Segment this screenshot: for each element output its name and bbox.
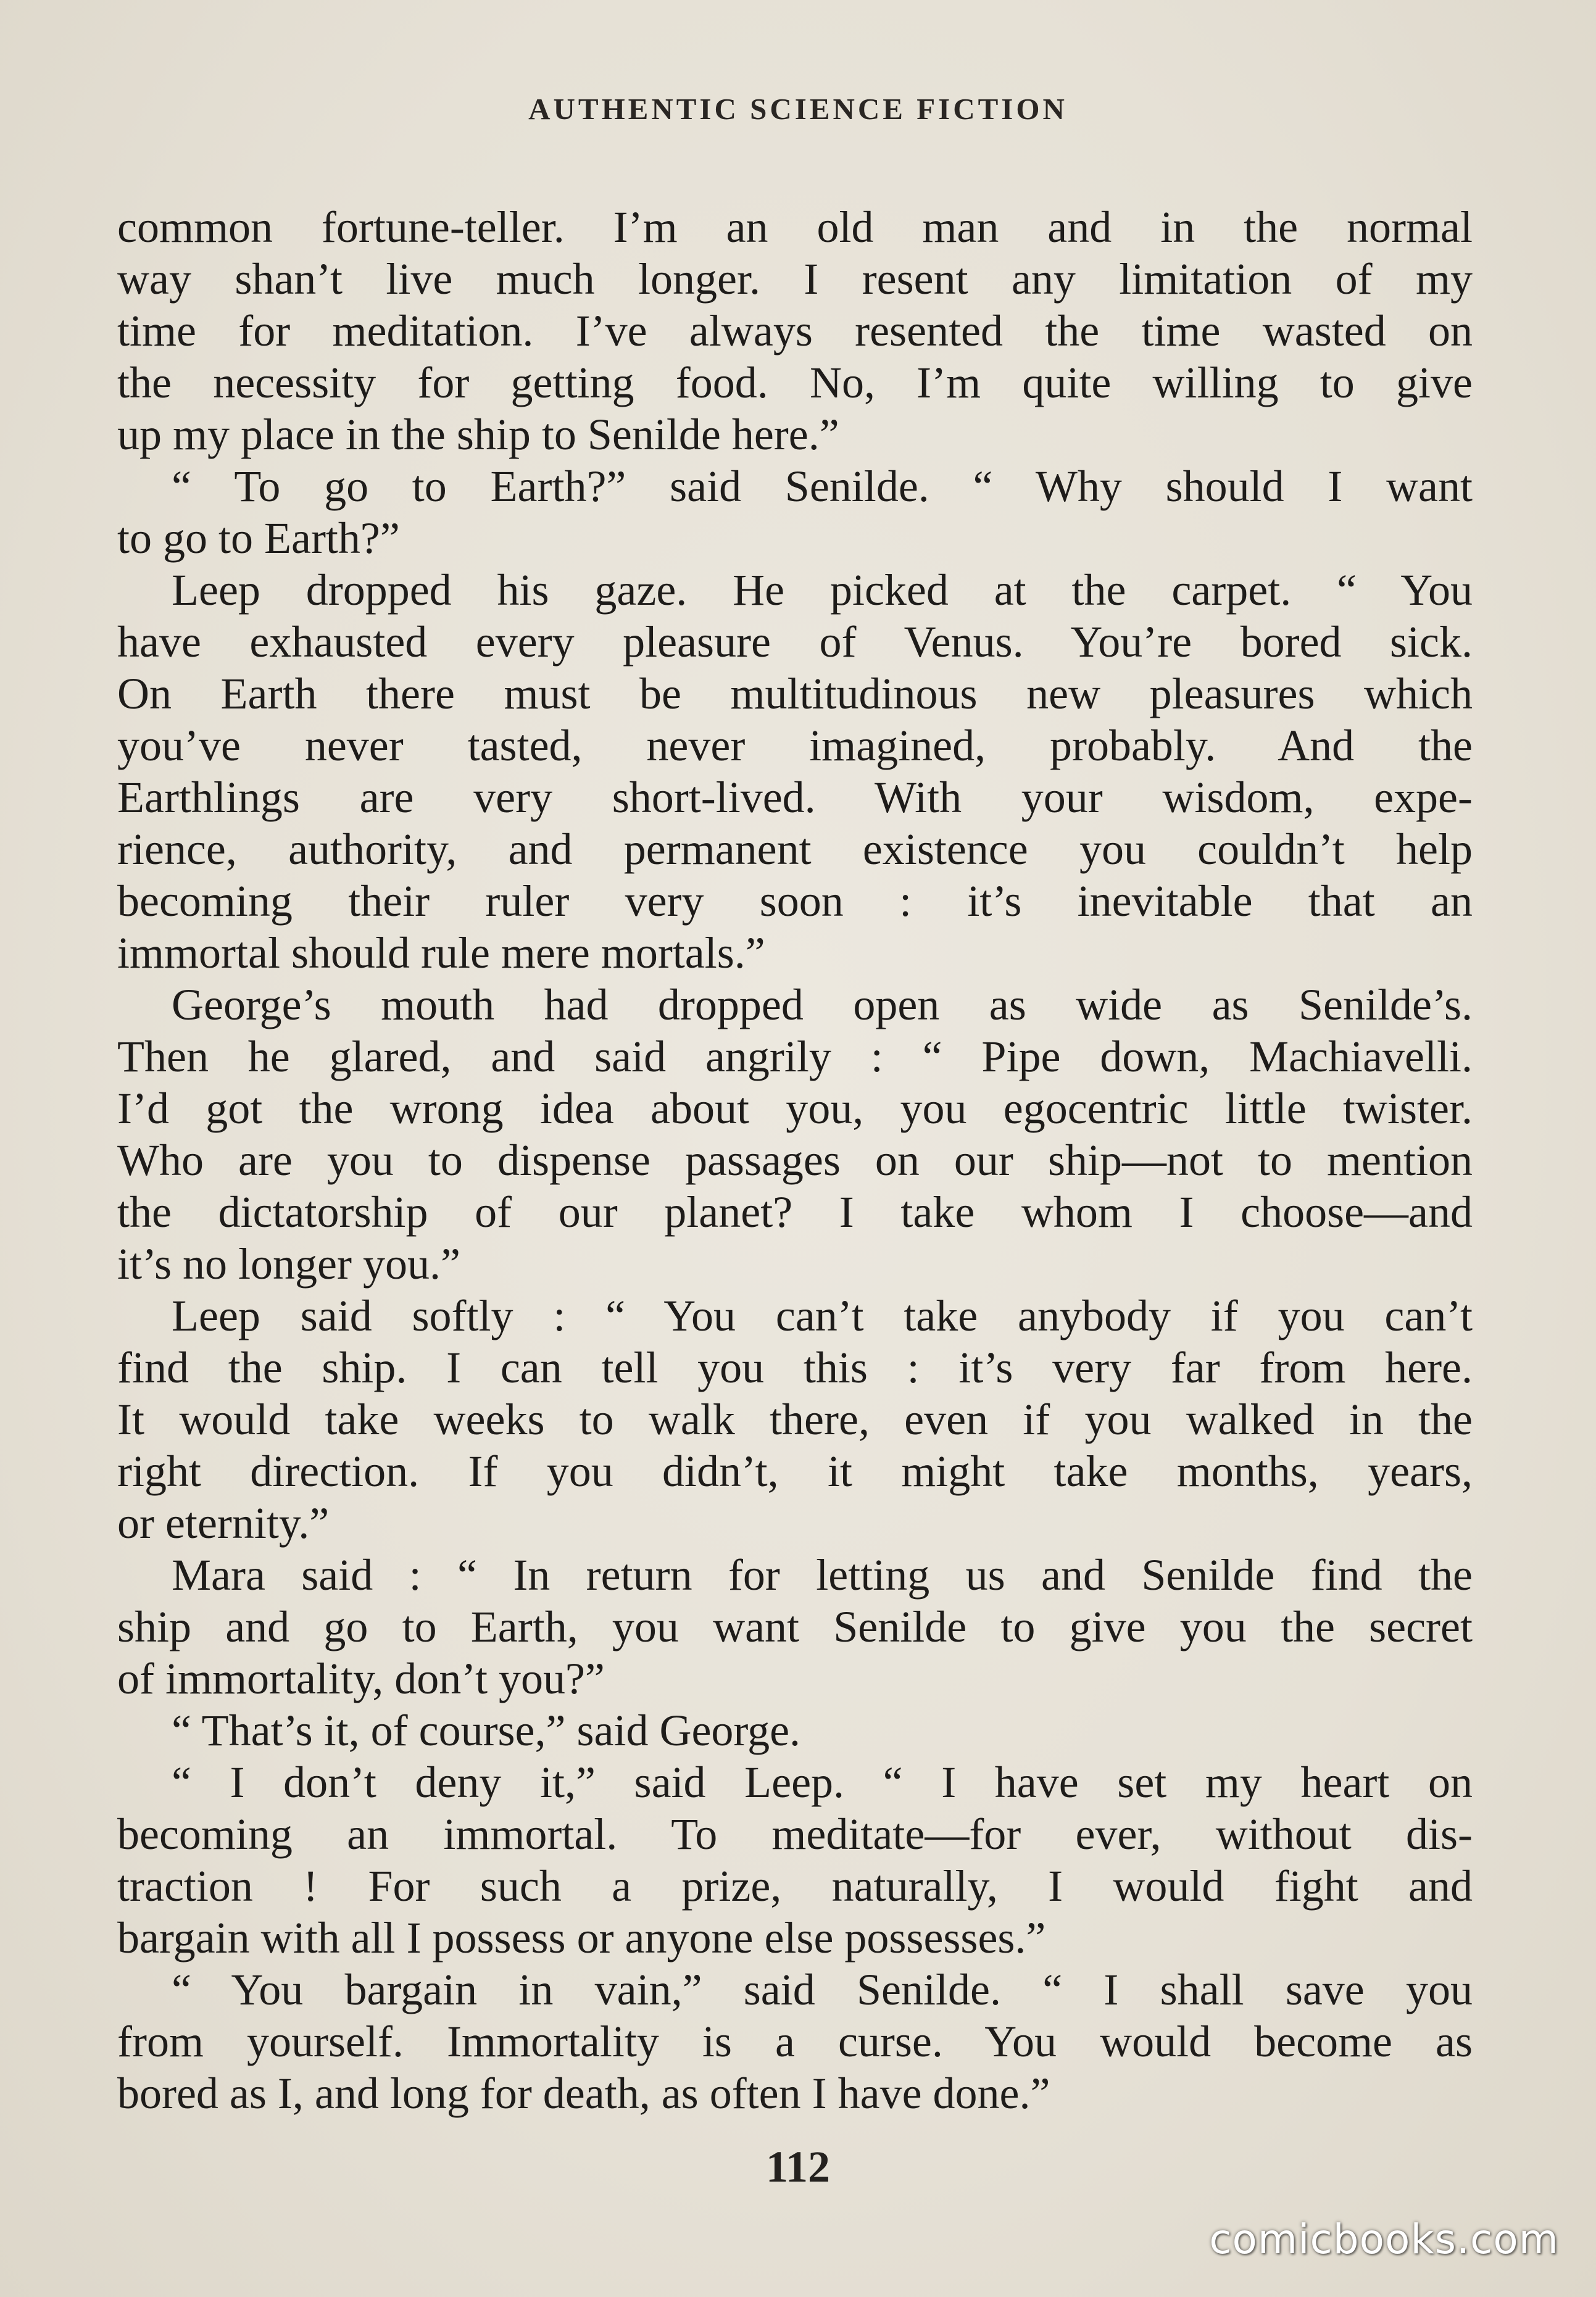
text-line: from yourself. Immortality is a curse. You would become as	[117, 2017, 1473, 2066]
text-line: have exhausted every pleasure of Venus. You’re bored sick.	[117, 617, 1473, 667]
page-number: 112	[765, 2142, 831, 2191]
text-line: “ I don’t deny it,” said Leep. “ I have set my heart on	[172, 1758, 1473, 1807]
text-line: immortal should rule mere mortals.”	[117, 928, 765, 978]
text-line: way shan’t live much longer. I resent any limitation of my	[117, 254, 1473, 304]
text-line: traction ! For such a prize, naturally, I would fight and	[117, 1861, 1473, 1911]
text-line: the dictatorship of our planet? I take whom I choose—and	[117, 1187, 1473, 1237]
text-line: up my place in the ship to Senilde here.”	[117, 410, 839, 459]
text-line: to go to Earth?”	[117, 513, 400, 563]
running-head: AUTHENTIC SCIENCE FICTION	[528, 92, 1068, 126]
text-line: “ That’s it, of course,” said George.	[172, 1706, 801, 1755]
text-line: common fortune-teller. I’m an old man and in the normal	[117, 202, 1473, 252]
text-line: On Earth there must be multitudinous new pleasures which	[117, 669, 1473, 718]
text-line: right direction. If you didn’t, it might take months, years,	[117, 1447, 1473, 1496]
text-line: George’s mouth had dropped open as wide as Senilde’s.	[172, 980, 1473, 1029]
text-line: bargain with all I possess or anyone else possesses.”	[117, 1913, 1046, 1963]
text-line: “ To go to Earth?” said Senilde. “ Why should I want	[172, 462, 1473, 511]
text-line: “ You bargain in vain,” said Senilde. “ I shall save you	[172, 1965, 1473, 2014]
text-line: ship and go to Earth, you want Senilde to give you the secret	[117, 1602, 1473, 1651]
text-line: Then he glared, and said angrily : “ Pipe down, Machiavelli.	[117, 1032, 1473, 1081]
text-line: I’d got the wrong idea about you, you egocentric little twister.	[117, 1084, 1473, 1133]
text-line: It would take weeks to walk there, even if you walked in the	[117, 1395, 1473, 1444]
text-line: Mara said : “ In return for letting us and Senilde find the	[172, 1550, 1473, 1600]
text-line: you’ve never tasted, never imagined, probably. And the	[117, 721, 1473, 770]
text-line: Leep dropped his gaze. He picked at the carpet. “ You	[172, 565, 1473, 615]
text-line: or eternity.”	[117, 1498, 330, 1548]
text-line: rience, authority, and permanent existence you couldn’t help	[117, 825, 1473, 874]
text-line: Who are you to dispense passages on our ship—not to mention	[117, 1136, 1473, 1185]
text-line: becoming their ruler very soon : it’s inevitable that an	[117, 876, 1473, 926]
text-line: becoming an immortal. To meditate—for ever, without dis-	[117, 1809, 1473, 1859]
text-line: the necessity for getting food. No, I’m quite willing to give	[117, 358, 1473, 407]
text-line: Earthlings are very short-lived. With your wisdom, expe-	[117, 773, 1473, 822]
text-line: Leep said softly : “ You can’t take anybody if you can’t	[172, 1291, 1473, 1340]
watermark: comicbooks.com	[1209, 2216, 1559, 2263]
text-line: bored as I, and long for death, as often I have done.”	[117, 2069, 1050, 2118]
text-line: it’s no longer you.”	[117, 1239, 460, 1289]
text-line: find the ship. I can tell you this : it’s very far from here.	[117, 1343, 1473, 1392]
text-line: of immortality, don’t you?”	[117, 1654, 605, 1703]
text-line: time for meditation. I’ve always resented the time wasted on	[117, 306, 1473, 355]
body-text	[117, 201, 1473, 2119]
